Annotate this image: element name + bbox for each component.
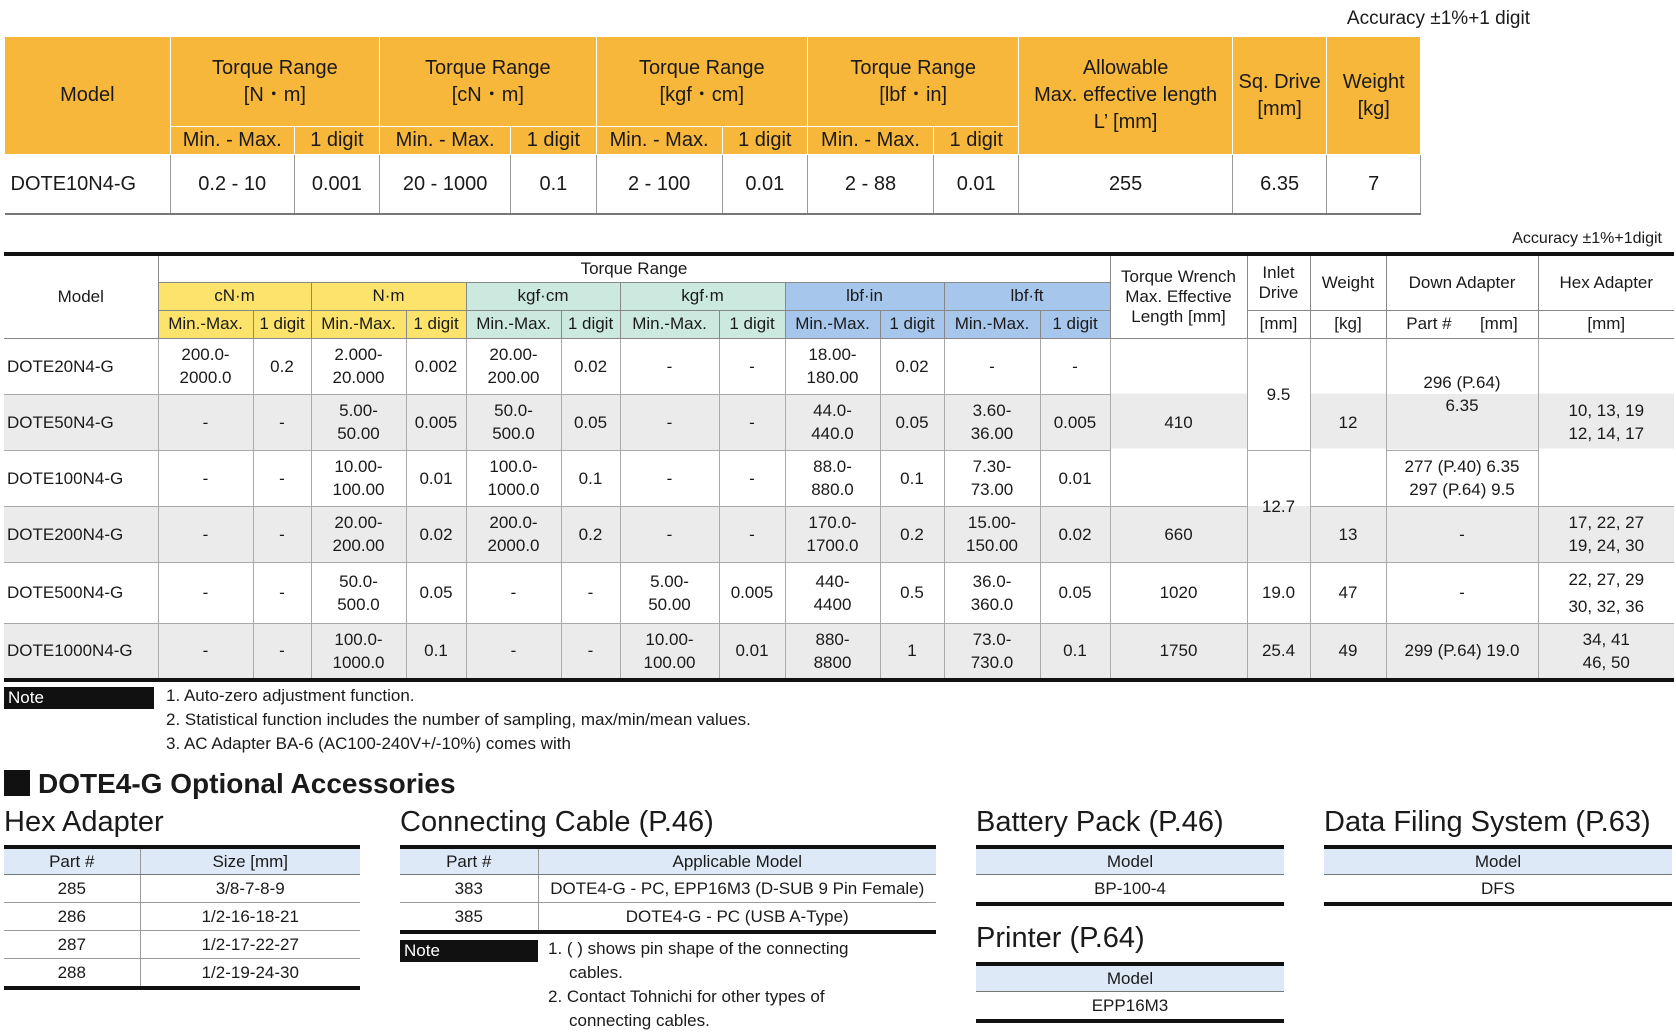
header-model: Model — [976, 847, 1284, 875]
accuracy-note-top: Accuracy ±1%+1 digit — [1346, 8, 1530, 29]
table-cell: 0.1 — [561, 450, 620, 506]
table-cell: - — [158, 623, 253, 680]
table-cell: 0.002 — [406, 338, 466, 394]
table-row — [4, 506, 1674, 562]
table-cell: 0.005 — [719, 562, 785, 623]
table-cell: 200.0- 2000.0 — [466, 506, 561, 562]
table-cell: 20 - 1000 — [380, 155, 511, 215]
table-row — [400, 875, 936, 903]
header-digit: 1 digit — [722, 127, 807, 155]
notes-list — [166, 684, 751, 756]
table-cell: 0.2 — [253, 338, 311, 394]
unit-nm: N·m — [311, 282, 466, 310]
unit-cnm: cN·m — [158, 282, 311, 310]
note-item: 2. Statistical function includes the number of sampling, max/min/mean values. — [166, 710, 751, 729]
table-cell: 20.00- 200.00 — [311, 506, 406, 562]
header-minmax: Min. - Max. — [596, 127, 722, 155]
table-cell: 0.1 — [1040, 623, 1110, 680]
table-cell: 0.05 — [1040, 562, 1110, 623]
table-cell: - — [253, 394, 311, 450]
table-cell: DOTE4-G - PC, EPP16M3 (D-SUB 9 Pin Female) — [538, 875, 936, 903]
cell-down-adapter: 296 (P.64) 6.35 — [1386, 338, 1538, 450]
table-cell: 288 — [4, 959, 140, 989]
header-digit: 1 digit — [511, 127, 596, 155]
unit-kgfcm: kgf·cm — [466, 282, 620, 310]
header-minmax: Min.-Max. — [466, 310, 561, 338]
table-cell: - — [620, 338, 719, 394]
table-cell: 100.0- 1000.0 — [466, 450, 561, 506]
table-cell: - — [158, 450, 253, 506]
header-sq-drive: Sq. Drive [mm] — [1232, 37, 1327, 155]
cell-model: DOTE50N4-G — [4, 394, 158, 450]
cable-note-label: Note — [400, 940, 538, 962]
table-cell: 44.0- 440.0 — [785, 394, 880, 450]
table-cell: BP-100-4 — [976, 875, 1284, 905]
table-cell: 0.001 — [294, 155, 379, 215]
header-wrench-length: Torque Wrench Max. Effective Length [mm] — [1110, 254, 1247, 338]
cell-inlet: 19.0 — [1247, 562, 1310, 623]
hex-adapter-title: Hex Adapter — [4, 806, 164, 838]
cell-model: DOTE1000N4-G — [4, 623, 158, 680]
header-weight: Weight — [1310, 254, 1386, 310]
header-digit: 1 digit — [880, 310, 944, 338]
note-item: connecting cables. — [569, 1011, 710, 1030]
table-cell: 383 — [400, 875, 538, 903]
header-digit: 1 digit — [406, 310, 466, 338]
table-cell: - — [719, 394, 785, 450]
note-item: 2. Contact Tohnichi for other types of — [548, 987, 825, 1006]
table-cell: 0.2 - 10 — [170, 155, 294, 215]
table-cell: 3.60- 36.00 — [944, 394, 1040, 450]
table-cell: 5.00- 50.00 — [620, 562, 719, 623]
table-cell: 1/2-17-22-27 — [140, 931, 360, 959]
header-model: Model — [976, 964, 1284, 992]
table-cell: - — [158, 506, 253, 562]
table-cell: - — [1040, 338, 1110, 394]
table-cell: 200.0- 2000.0 — [158, 338, 253, 394]
table-cell: 0.02 — [1040, 506, 1110, 562]
table-cell: 7 — [1327, 155, 1421, 215]
table-cell: 287 — [4, 931, 140, 959]
header-digit: 1 digit — [253, 310, 311, 338]
table-cell: 7.30- 73.00 — [944, 450, 1040, 506]
header-hex-adapter: Hex Adapter — [1538, 254, 1674, 310]
header-weight: Weight [kg] — [1327, 37, 1421, 155]
table-cell: 0.1 — [511, 155, 596, 215]
table-cell: 385 — [400, 903, 538, 933]
header-minmax: Min.-Max. — [158, 310, 253, 338]
table-cell: - — [719, 338, 785, 394]
table-cell: 0.05 — [880, 394, 944, 450]
table-cell: - — [561, 623, 620, 680]
table-cell: - — [253, 562, 311, 623]
table-cell: - — [719, 450, 785, 506]
table-cell: 100.0- 1000.0 — [311, 623, 406, 680]
table-row — [976, 875, 1284, 905]
note-item: 1. ( ) shows pin shape of the connecting — [548, 939, 849, 958]
table-cell: 880- 8800 — [785, 623, 880, 680]
cell-hex-adapter: 10, 13, 19 12, 14, 17 — [1538, 338, 1674, 506]
table-cell: EPP16M3 — [976, 992, 1284, 1022]
table-cell: 88.0- 880.0 — [785, 450, 880, 506]
table-cell: 0.01 — [406, 450, 466, 506]
header-digit: 1 digit — [294, 127, 379, 155]
cell-wrench-length: 1750 — [1110, 623, 1247, 680]
note-item: 3. AC Adapter BA-6 (AC100-240V+/-10%) comes with — [166, 734, 571, 753]
dote-series-spec-table — [4, 252, 1674, 682]
header-minmax: Min.-Max. — [311, 310, 406, 338]
header-part: Part # — [400, 847, 538, 875]
table-cell: - — [620, 450, 719, 506]
table-cell: - — [253, 623, 311, 680]
table-cell: 15.00- 150.00 — [944, 506, 1040, 562]
table-cell: - — [466, 562, 561, 623]
table-cell: - — [719, 506, 785, 562]
cell-down-adapter: 299 (P.64) 19.0 — [1386, 623, 1538, 680]
cable-notes — [548, 937, 849, 1033]
note-item: 1. Auto-zero adjustment function. — [166, 686, 415, 705]
table-cell: 6.35 — [1232, 155, 1327, 215]
table-cell: 1/2-19-24-30 — [140, 959, 360, 989]
cell-model: DOTE500N4-G — [4, 562, 158, 623]
cell-model: DOTE10N4-G — [5, 155, 171, 215]
table-cell: 1/2-16-18-21 — [140, 903, 360, 931]
table-cell: 0.01 — [1040, 450, 1110, 506]
connecting-cable-title: Connecting Cable (P.46) — [400, 806, 714, 838]
cell-down-adapter: 277 (P.40) 6.35 297 (P.64) 9.5 — [1386, 450, 1538, 506]
connecting-cable-table — [400, 845, 936, 934]
header-torque-range: Torque Range — [158, 254, 1110, 282]
cell-hex-adapter: 17, 22, 27 19, 24, 30 — [1538, 506, 1674, 562]
accuracy-note-main: Accuracy ±1%+1digit — [1512, 230, 1662, 247]
header-digit: 1 digit — [1040, 310, 1110, 338]
cell-weight: 47 — [1310, 562, 1386, 623]
battery-pack-table — [976, 845, 1284, 906]
header-torque-lbfin: Torque Range [lbf・in] — [807, 37, 1018, 127]
table-cell: 285 — [4, 875, 140, 903]
table-cell: 0.1 — [880, 450, 944, 506]
table-cell: - — [158, 562, 253, 623]
header-weight-unit: [kg] — [1310, 310, 1386, 338]
hex-adapter-table — [4, 845, 360, 990]
table-row — [4, 562, 1674, 623]
cell-inlet: 12.7 — [1247, 450, 1310, 562]
table-cell: 286 — [4, 903, 140, 931]
cell-model: DOTE20N4-G — [4, 338, 158, 394]
header-minmax: Min. - Max. — [170, 127, 294, 155]
table-cell: 0.01 — [722, 155, 807, 215]
header-inlet-drive: Inlet Drive — [1247, 254, 1310, 310]
printer-title: Printer (P.64) — [976, 922, 1145, 954]
header-down-adapter: Down Adapter — [1386, 254, 1538, 310]
table-cell: 36.0- 360.0 — [944, 562, 1040, 623]
table-cell: DFS — [1324, 875, 1672, 905]
table-row — [5, 155, 1421, 215]
data-filing-system-title: Data Filing System (P.63) — [1324, 806, 1651, 838]
table-cell: - — [620, 394, 719, 450]
header-digit: 1 digit — [561, 310, 620, 338]
header-allowable-length: Allowable Max. effective length L’ [mm] — [1019, 37, 1232, 155]
table-cell: 0.2 — [561, 506, 620, 562]
table-cell: 18.00- 180.00 — [785, 338, 880, 394]
table-cell: 50.0- 500.0 — [311, 562, 406, 623]
table-cell: 0.005 — [406, 394, 466, 450]
table-cell: 440- 4400 — [785, 562, 880, 623]
table-cell: 3/8-7-8-9 — [140, 875, 360, 903]
cell-weight: 49 — [1310, 623, 1386, 680]
table-cell: 0.05 — [561, 394, 620, 450]
battery-pack-title: Battery Pack (P.46) — [976, 806, 1224, 838]
table-cell: 10.00- 100.00 — [311, 450, 406, 506]
table-cell: 0.1 — [406, 623, 466, 680]
table-cell: 170.0- 1700.0 — [785, 506, 880, 562]
table-row — [4, 623, 1674, 680]
header-model: Model — [5, 37, 171, 155]
header-digit: 1 digit — [934, 127, 1019, 155]
table-cell: 255 — [1019, 155, 1232, 215]
table-cell: 0.005 — [1040, 394, 1110, 450]
header-minmax: Min.-Max. — [620, 310, 719, 338]
data-filing-system-table — [1324, 845, 1672, 906]
table-row — [4, 338, 1674, 394]
header-part: Part # — [4, 847, 140, 875]
dote10-spec-table — [4, 36, 1421, 215]
table-cell: 5.00- 50.00 — [311, 394, 406, 450]
table-row — [4, 931, 360, 959]
table-cell: 0.2 — [880, 506, 944, 562]
cell-hex-adapter: 22, 27, 29 30, 32, 36 — [1538, 562, 1674, 623]
header-digit: 1 digit — [719, 310, 785, 338]
table-row — [400, 903, 936, 933]
header-minmax: Min.-Max. — [785, 310, 880, 338]
header-down-part: Part # [mm] — [1386, 310, 1538, 338]
table-cell: 73.0- 730.0 — [944, 623, 1040, 680]
table-cell: 50.0- 500.0 — [466, 394, 561, 450]
table-cell: 0.02 — [406, 506, 466, 562]
header-model: Model — [4, 254, 158, 338]
cell-weight: 12 — [1310, 338, 1386, 506]
cell-model: DOTE100N4-G — [4, 450, 158, 506]
cell-weight: 13 — [1310, 506, 1386, 562]
table-cell: 0.05 — [406, 562, 466, 623]
header-size: Size [mm] — [140, 847, 360, 875]
cell-down-adapter: - — [1386, 506, 1538, 562]
table-cell: 0.01 — [719, 623, 785, 680]
table-cell: 20.00- 200.00 — [466, 338, 561, 394]
table-row — [976, 992, 1284, 1022]
unit-lbfft: lbf·ft — [944, 282, 1110, 310]
square-bullet-icon — [4, 770, 30, 796]
table-cell: - — [253, 450, 311, 506]
table-row — [1324, 875, 1672, 905]
table-cell: - — [466, 623, 561, 680]
table-cell: - — [944, 338, 1040, 394]
table-cell: 0.02 — [880, 338, 944, 394]
table-row — [4, 875, 360, 903]
header-inlet-unit: [mm] — [1247, 310, 1310, 338]
table-cell: 10.00- 100.00 — [620, 623, 719, 680]
printer-table — [976, 962, 1284, 1023]
note-item: cables. — [569, 963, 623, 982]
header-torque-cnm: Torque Range [cN・m] — [380, 37, 597, 127]
table-cell: - — [620, 506, 719, 562]
table-cell: 0.5 — [880, 562, 944, 623]
table-row — [4, 903, 360, 931]
accessories-title: DOTE4-G Optional Accessories — [4, 768, 456, 800]
header-torque-nm: Torque Range [N・m] — [170, 37, 379, 127]
table-cell: DOTE4-G - PC (USB A-Type) — [538, 903, 936, 933]
table-cell: 0.01 — [934, 155, 1019, 215]
table-row — [4, 450, 1674, 506]
header-minmax: Min. - Max. — [807, 127, 933, 155]
header-applicable-model: Applicable Model — [538, 847, 936, 875]
table-row — [4, 959, 360, 989]
cell-wrench-length: 1020 — [1110, 562, 1247, 623]
cell-hex-adapter: 34, 41 46, 50 — [1538, 623, 1674, 680]
header-minmax: Min.-Max. — [944, 310, 1040, 338]
cell-wrench-length: 410 — [1110, 338, 1247, 506]
table-cell: - — [158, 394, 253, 450]
table-cell: - — [253, 506, 311, 562]
cell-model: DOTE200N4-G — [4, 506, 158, 562]
table-cell: - — [561, 562, 620, 623]
cell-inlet: 9.5 — [1247, 338, 1310, 450]
unit-lbfin: lbf·in — [785, 282, 944, 310]
unit-kgfm: kgf·m — [620, 282, 785, 310]
cell-wrench-length: 660 — [1110, 506, 1247, 562]
header-torque-kgfcm: Torque Range [kgf・cm] — [596, 37, 807, 127]
table-cell: 2.000- 20.000 — [311, 338, 406, 394]
cell-inlet: 25.4 — [1247, 623, 1310, 680]
table-cell: 1 — [880, 623, 944, 680]
header-minmax: Min. - Max. — [380, 127, 511, 155]
header-model: Model — [1324, 847, 1672, 875]
table-cell: 2 - 100 — [596, 155, 722, 215]
header-hex-unit: [mm] — [1538, 310, 1674, 338]
cell-down-adapter: - — [1386, 562, 1538, 623]
note-label: Note — [4, 687, 154, 709]
table-cell: 0.02 — [561, 338, 620, 394]
table-cell: 2 - 88 — [807, 155, 933, 215]
